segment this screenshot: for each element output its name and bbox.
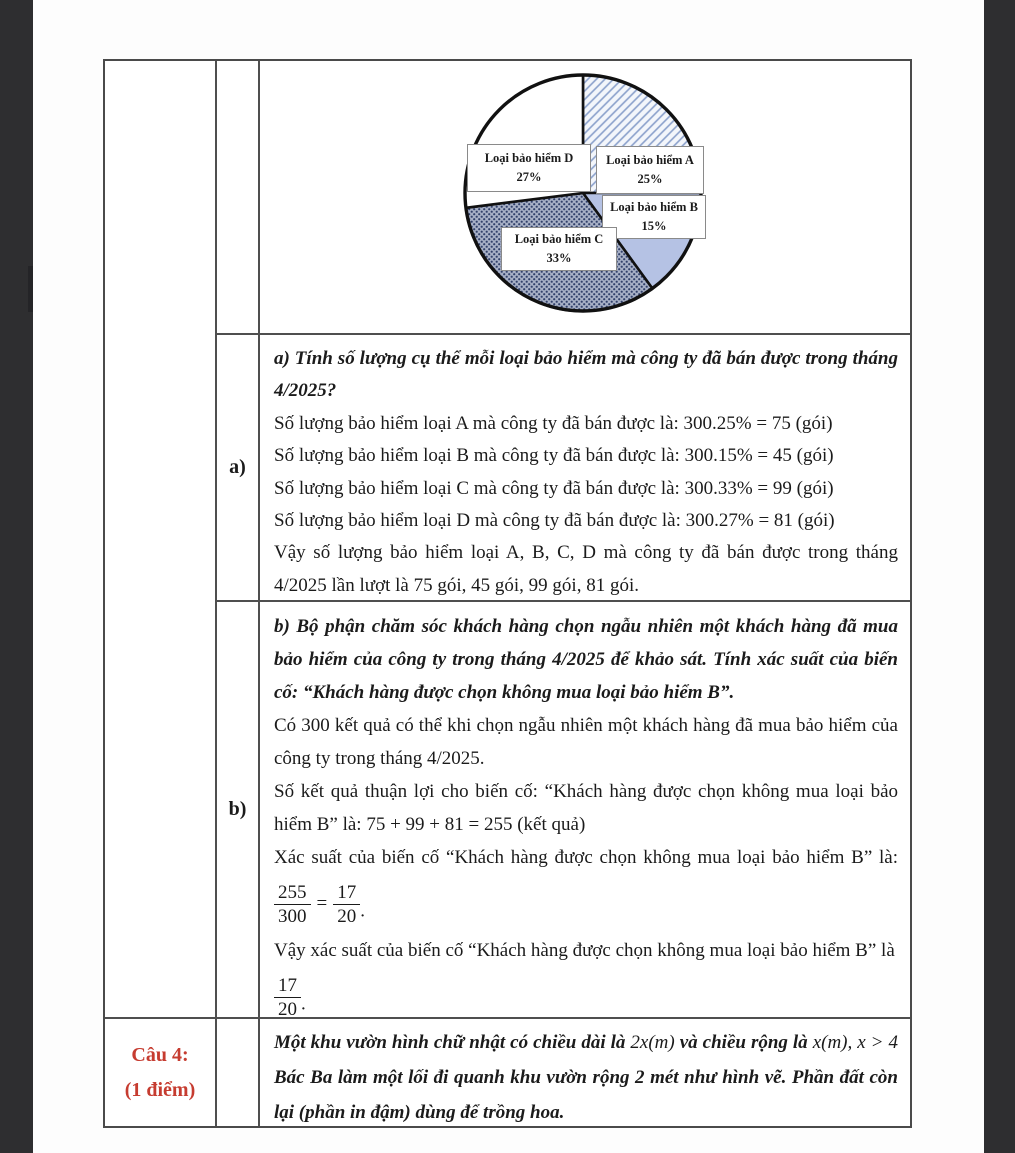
question-4-line-2: Bác Ba làm một lối đi quanh khu vườn rộng 2 mét như hình vẽ. Phần đất còn lại (phần in đậm) dùng để trồng hoa. (274, 1067, 898, 1123)
sublabel-a: a) (217, 333, 260, 600)
solution-a-line-2: Số lượng bảo hiểm loại B mà công ty đã bán được là: 300.15% = 45 (gói) (274, 445, 834, 467)
sublabel-cell-empty-top (217, 61, 260, 333)
pie-label-d (467, 144, 591, 192)
answer-table (103, 59, 912, 1128)
pie-label-b-pct: 15% (641, 219, 667, 233)
fraction-equation (274, 882, 898, 928)
period-final: . (301, 993, 306, 1015)
pie-label-c-pct: 33% (546, 251, 572, 265)
solution-a-line-1: Số lượng bảo hiểm loại A mà công ty đã bán được là: 300.25% = 75 (gói) (274, 412, 833, 434)
solution-b-cell (260, 600, 910, 1017)
question-4-points: (1 điểm) (124, 1078, 196, 1101)
solution-a-line-4: Số lượng bảo hiểm loại D mà công ty đã bán được là: 300.27% = 81 (gói) (274, 510, 835, 532)
question-4-statement-cell (260, 1017, 910, 1126)
pie-label-d-name: Loại bảo hiểm D (484, 150, 574, 165)
pie-chart-cell (260, 61, 910, 333)
photo-edge-notch (28, 266, 33, 312)
pie-label-b (602, 195, 706, 239)
q4-text-mid: và chiều rộng là (674, 1032, 813, 1053)
photo-edge-right (984, 0, 1015, 1153)
sublabel-b: b) (217, 600, 260, 1017)
fraction-17-20-final: $\frac{17}{20}$ (274, 975, 301, 1017)
equals-sign: = (316, 893, 328, 915)
question-column-cell (105, 61, 217, 1017)
question-4-label: Câu 4: (131, 1043, 189, 1066)
pie-label-c-name: Loại bảo hiểm C (514, 231, 604, 246)
solution-b-p4: Vậy xác suất của biến cố “Khách hàng được chọn không mua loại bảo hiểm B” là (274, 939, 895, 961)
pie-label-a (596, 146, 704, 194)
solution-a-heading: a) Tính số lượng cụ thể mỗi loại bảo hiểm mà công ty đã bán được trong tháng 4/2025? (274, 348, 898, 402)
pie-label-a-pct: 25% (637, 172, 663, 186)
solution-b-p3: Xác suất của biến cố “Khách hàng được chọn không mua loại bảo hiểm B” là: (274, 847, 898, 868)
question-4-line-1 (274, 1025, 898, 1060)
solution-a-conclusion: Vậy số lượng bảo hiểm loại A, B, C, D mà công ty đã bán được trong tháng 4/2025 lần lượt là 75 gói, 45 gói, 99 gói, 81 gói. (274, 542, 898, 596)
solution-a-line-3: Số lượng bảo hiểm loại C mà công ty đã bán được là: 300.33% = 99 (gói) (274, 477, 834, 499)
pie-label-b-name: Loại bảo hiểm B (610, 199, 698, 214)
q4-math-length: 2x(m) (630, 1032, 675, 1053)
fraction-255-300: $\frac{255}{300}$ (274, 882, 311, 928)
photo-edge-left (0, 0, 33, 1153)
fraction-result (274, 975, 898, 1017)
solution-b-heading: b) Bộ phận chăm sóc khách hàng chọn ngẫu nhiên một khách hàng đã mua bảo hiểm của công ty trong tháng 4/2025 để khảo sát. Tính xác suất của biến cố: “Khách hàng được chọn không mua loại bảo hiểm B”. (274, 616, 898, 703)
solution-a-cell (260, 333, 910, 600)
pie-label-a-name: Loại bảo hiểm A (606, 152, 694, 167)
q4-math-width: x(m), x > 4 (812, 1032, 898, 1053)
pie-label-d-pct: 27% (516, 170, 542, 184)
solution-b-p1: Có 300 kết quả có thể khi chọn ngẫu nhiên một khách hàng đã mua bảo hiểm của công ty trong tháng 4/2025. (274, 715, 898, 769)
solution-b-p2: Số kết quả thuận lợi cho biến cố: “Khách hàng được chọn không mua loại bảo hiểm B” là: 75 + 99 + 81 = 255 (kết quả) (274, 781, 898, 835)
period: . (360, 900, 365, 922)
q4-text-prefix: Một khu vườn hình chữ nhật có chiều dài là (274, 1032, 631, 1053)
fraction-17-20: $\frac{17}{20}$ (333, 882, 360, 928)
question-4-cell (105, 1017, 217, 1126)
sublabel-cell-empty-bottom (217, 1017, 260, 1126)
pie-label-c (501, 227, 617, 271)
